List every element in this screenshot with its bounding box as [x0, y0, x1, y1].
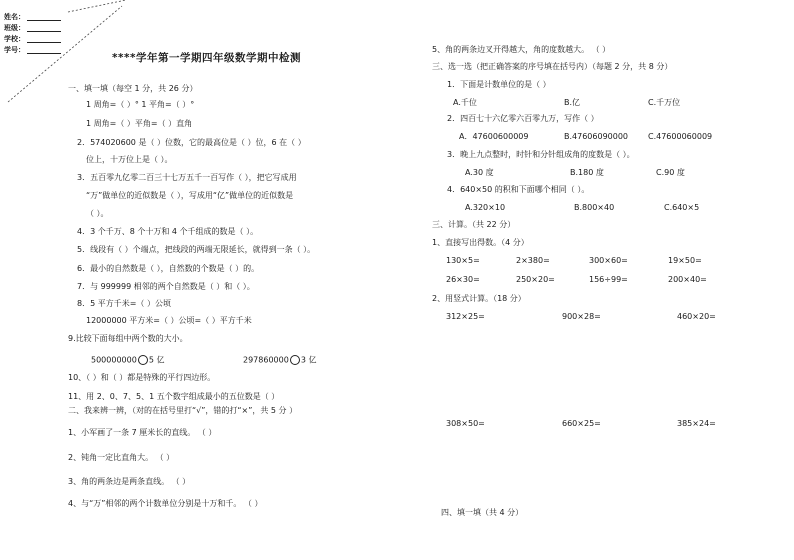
page-title: ****学年第一学期四年级数学期中检测 — [112, 52, 301, 64]
question-q8b: 12000000 平方米=（ ）公顷=（ ）平方千米 — [86, 316, 252, 325]
question-q6: 6．最小的自然数是（ ），自然数的个数是（ ）的。 — [77, 264, 260, 273]
question-c3a: A.30 度 — [465, 168, 494, 177]
question-c2a: A．47600600009 — [459, 132, 529, 141]
question-c3b: B.180 度 — [570, 168, 604, 177]
question-c1a: A.千位 — [453, 98, 477, 107]
question-s2: 二、我来辨一辨，（对的在括号里打“√”，错的打“×”，共 5 分 ） — [68, 406, 298, 415]
question-k2: 2、用竖式计算。（18 分） — [432, 294, 526, 303]
question-q7: 7．与 999999 相邻的两个自然数是（ ）和（ ）。 — [77, 282, 255, 291]
student-id-field[interactable]: 学号： — [4, 46, 61, 54]
question-c1: 1．下面是计数单位的是（ ） — [447, 80, 551, 89]
question-d1: 130×5= — [446, 256, 480, 265]
student-school-field[interactable]: 学校： — [4, 35, 61, 43]
question-q3b: “万”做单位的近似数是（ ），写成用“亿”做单位的近似数是 — [86, 191, 294, 200]
question-d4: 19×50= — [668, 256, 702, 265]
question-j1: 1、小军画了一条 7 厘米长的直线。 （ ） — [68, 428, 217, 437]
compare-circle-b[interactable] — [290, 355, 300, 365]
question-v3: 460×20= — [677, 312, 716, 321]
question-d6: 250×20= — [516, 275, 555, 284]
question-d2: 2×380= — [516, 256, 550, 265]
question-j3: 3、角的两条边是两条直线。 （ ） — [68, 477, 191, 486]
question-c2c: C.47600060009 — [648, 132, 713, 141]
question-q3c: （ ）。 — [86, 209, 109, 218]
question-q3a: 3．五百零九亿零二百三十七万五千一百写作（ ），把它写成用 — [77, 173, 297, 182]
question-q1a: 1 周角=（ ）° 1 平角=（ ）° — [86, 100, 195, 109]
question-s4: 三、计算。（共 22 分） — [432, 220, 516, 229]
question-d5: 26×30= — [446, 275, 480, 284]
question-q2a: 2．574020600 是（ ）位数，它的最高位是（ ）位，6 在（ ） — [77, 138, 306, 147]
question-j5: 5、角的两条边叉开得越大，角的度数越大。 （ ） — [432, 45, 611, 54]
question-c4a: A.320×10 — [465, 203, 506, 212]
question-c3c: C.90 度 — [656, 168, 685, 177]
compare-circle-a[interactable] — [138, 355, 148, 365]
question-d7: 156÷99= — [589, 275, 628, 284]
question-s3: 三、选一选（把正确答案的序号填在括号内）（每题 2 分，共 8 分） — [432, 62, 673, 71]
question-k1: 1、直接写出得数。（4 分） — [432, 238, 529, 247]
question-q9: 9.比较下面每组中两个数的大小。 — [68, 334, 188, 343]
question-j2: 2、钝角一定比直角大。 （ ） — [68, 453, 175, 462]
question-c3: 3．晚上九点整时，时针和分针组成角的度数是（ ）。 — [447, 150, 635, 159]
question-v5: 660×25= — [562, 419, 601, 428]
question-q2b: 位上，十万位上是（ ）。 — [86, 155, 173, 164]
question-q1b: 1 周角=（ ）平角=（ ）直角 — [86, 119, 193, 128]
question-q5: 5．线段有（ ）个端点，把线段的两端无限延长，就得到一条（ ）。 — [77, 245, 316, 254]
question-q4: 4．3 个千万、8 个十万和 4 个千组成的数是（ ）。 — [77, 227, 259, 236]
question-c4: 4．640×50 的积和下面哪个相同（ ）。 — [447, 185, 590, 194]
compare-item-a: 500000000 5 亿 — [91, 355, 165, 365]
question-s5: 四、填一填（共 4 分） — [441, 508, 524, 517]
question-c4c: C.640×5 — [664, 203, 700, 212]
question-q11: 11、用 2、0、7、5、1 五个数字组成最小的五位数是（ ） — [68, 392, 280, 401]
question-v6: 385×24= — [677, 419, 716, 428]
question-v1: 312×25= — [446, 312, 485, 321]
question-c4b: B.800×40 — [574, 203, 615, 212]
question-d3: 300×60= — [589, 256, 628, 265]
compare-item-b: 297860000 3 亿 — [243, 355, 317, 365]
question-c1b: B.亿 — [564, 98, 581, 107]
question-c1c: C.千万位 — [648, 98, 681, 107]
question-q8a: 8．5 平方千米=（ ）公顷 — [77, 299, 171, 308]
question-j4: 4、与“万”相邻的两个计数单位分别是十万和千。 （ ） — [68, 499, 263, 508]
question-v4: 308×50= — [446, 419, 485, 428]
student-name-field[interactable]: 姓名： — [4, 13, 61, 21]
question-c2: 2．四百七十六亿零六百零九万，写作（ ） — [447, 114, 599, 123]
question-d8: 200×40= — [668, 275, 707, 284]
student-class-field[interactable]: 班级： — [4, 24, 61, 32]
question-q10: 10、（ ）和（ ）都是特殊的平行四边形。 — [68, 373, 216, 382]
question-v2: 900×28= — [562, 312, 601, 321]
question-c2b: B.47606090000 — [564, 132, 629, 141]
question-s1: 一、填一填（每空 1 分，共 26 分） — [68, 84, 198, 93]
